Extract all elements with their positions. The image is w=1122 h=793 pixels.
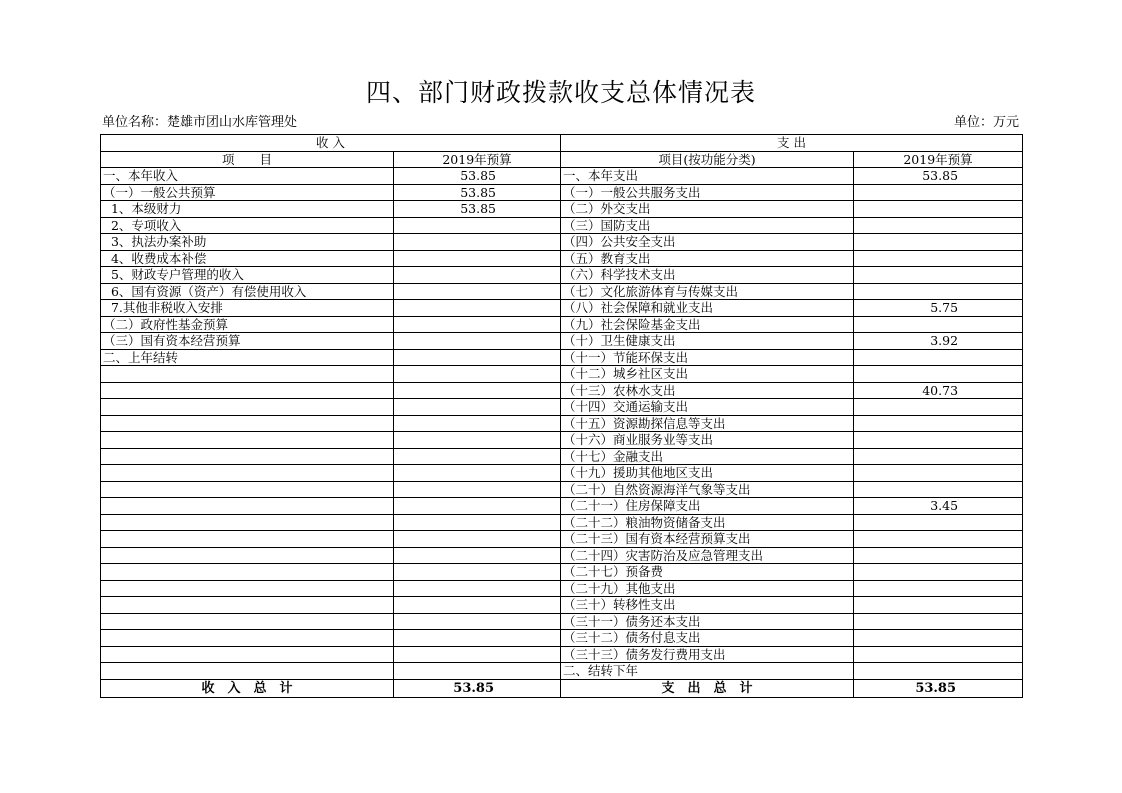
table-row: [101, 217, 1023, 234]
income-item-header: 项 目: [101, 151, 394, 168]
income-item-cell: [101, 366, 394, 383]
expense-budget-cell: [854, 646, 1023, 663]
expense-item-cell: （一）一般公共服务支出: [561, 184, 854, 201]
income-item-cell: 3、执法办案补助: [101, 234, 394, 251]
income-item-cell: [101, 514, 394, 531]
income-budget-cell: [394, 531, 561, 548]
income-budget-cell: [394, 646, 561, 663]
income-item-cell: 7.其他非税收入安排: [101, 300, 394, 317]
expense-budget-cell: [854, 432, 1023, 449]
income-budget-cell: [394, 316, 561, 333]
table-row: [101, 531, 1023, 548]
expense-budget-cell: [854, 267, 1023, 284]
expense-item-cell: （二十九）其他支出: [561, 580, 854, 597]
expense-budget-cell: [854, 613, 1023, 630]
expense-item-cell: （十四）交通运输支出: [561, 399, 854, 416]
income-budget-cell: [394, 217, 561, 234]
expense-item-cell: （二十三）国有资本经营预算支出: [561, 531, 854, 548]
income-item-cell: [101, 597, 394, 614]
expense-item-cell: （十二）城乡社区支出: [561, 366, 854, 383]
income-item-cell: 6、国有资源（资产）有偿使用收入: [101, 283, 394, 300]
table-row: [101, 316, 1023, 333]
expense-item-cell: （八）社会保障和就业支出: [561, 300, 854, 317]
income-budget-cell: [394, 498, 561, 515]
income-budget-cell: [394, 514, 561, 531]
expense-budget-header: 2019年预算: [854, 151, 1023, 168]
expense-item-cell: 二、结转下年: [561, 663, 854, 680]
income-item-cell: [101, 547, 394, 564]
expense-item-cell: （十一）节能环保支出: [561, 349, 854, 366]
income-budget-cell: [394, 597, 561, 614]
expense-item-cell: （二十七）预备费: [561, 564, 854, 581]
income-item-cell: [101, 564, 394, 581]
total-row: [101, 679, 1023, 697]
expense-budget-cell: [854, 597, 1023, 614]
table-row: [101, 498, 1023, 515]
section-header-row: [101, 135, 1023, 152]
expense-total-label: 支 出 总 计: [561, 679, 854, 697]
table-row: [101, 234, 1023, 251]
unit-name: 单位名称：楚雄市团山水库管理处: [102, 115, 298, 130]
income-item-cell: （一）一般公共预算: [101, 184, 394, 201]
table-row: [101, 168, 1023, 185]
table-row: [101, 613, 1023, 630]
income-budget-cell: 53.85: [394, 201, 561, 218]
income-item-cell: 1、本级财力: [101, 201, 394, 218]
table-row: [101, 267, 1023, 284]
income-item-cell: （二）政府性基金预算: [101, 316, 394, 333]
expense-budget-cell: 3.92: [854, 333, 1023, 350]
income-item-cell: 4、收费成本补偿: [101, 250, 394, 267]
expense-item-header: 项目(按功能分类): [561, 151, 854, 168]
income-budget-cell: [394, 630, 561, 647]
table-row: [101, 300, 1023, 317]
income-item-cell: [101, 432, 394, 449]
income-budget-cell: [394, 283, 561, 300]
table-row: [101, 382, 1023, 399]
expense-budget-cell: [854, 481, 1023, 498]
expense-item-cell: （三十三）债务发行费用支出: [561, 646, 854, 663]
table-row: [101, 597, 1023, 614]
expense-item-cell: （十九）援助其他地区支出: [561, 465, 854, 482]
expense-item-cell: （七）文化旅游体育与传媒支出: [561, 283, 854, 300]
expense-item-cell: （二）外交支出: [561, 201, 854, 218]
expense-budget-cell: [854, 564, 1023, 581]
expense-item-cell: （三十二）债务付息支出: [561, 630, 854, 647]
income-item-cell: 一、本年收入: [101, 168, 394, 185]
income-item-cell: [101, 580, 394, 597]
table-row: [101, 514, 1023, 531]
expense-budget-cell: [854, 184, 1023, 201]
income-budget-cell: [394, 333, 561, 350]
expense-item-cell: （三十一）债务还本支出: [561, 613, 854, 630]
table-row: [101, 399, 1023, 416]
income-item-cell: 二、上年结转: [101, 349, 394, 366]
income-item-cell: [101, 531, 394, 548]
expense-budget-cell: [854, 217, 1023, 234]
expense-budget-cell: [854, 514, 1023, 531]
expense-budget-cell: [854, 630, 1023, 647]
expense-section-header: 支 出: [561, 135, 1023, 152]
income-budget-cell: 53.85: [394, 184, 561, 201]
table-row: [101, 481, 1023, 498]
expense-total-value: 53.85: [854, 679, 1023, 697]
income-item-cell: 2、专项收入: [101, 217, 394, 234]
budget-table: [100, 134, 1023, 698]
income-item-cell: （三）国有资本经营预算: [101, 333, 394, 350]
income-budget-header: 2019年预算: [394, 151, 561, 168]
income-budget-cell: [394, 234, 561, 251]
income-budget-cell: [394, 382, 561, 399]
page-title: 四、部门财政拨款收支总体情况表: [365, 78, 756, 107]
table-row: [101, 432, 1023, 449]
expense-budget-cell: [854, 547, 1023, 564]
table-row: [101, 366, 1023, 383]
expense-item-cell: （九）社会保险基金支出: [561, 316, 854, 333]
expense-item-cell: （二十一）住房保障支出: [561, 498, 854, 515]
table-row: [101, 333, 1023, 350]
table-row: [101, 415, 1023, 432]
income-budget-cell: [394, 564, 561, 581]
table-row: [101, 465, 1023, 482]
income-item-cell: 5、财政专户管理的收入: [101, 267, 394, 284]
expense-item-cell: （二十二）粮油物资储备支出: [561, 514, 854, 531]
income-budget-cell: [394, 448, 561, 465]
table-row: [101, 349, 1023, 366]
expense-budget-cell: [854, 316, 1023, 333]
table-row: [101, 564, 1023, 581]
income-item-cell: [101, 630, 394, 647]
table-row: [101, 630, 1023, 647]
expense-budget-cell: 53.85: [854, 168, 1023, 185]
expense-item-cell: （十六）商业服务业等支出: [561, 432, 854, 449]
expense-budget-cell: [854, 283, 1023, 300]
expense-budget-cell: 5.75: [854, 300, 1023, 317]
expense-budget-cell: [854, 201, 1023, 218]
income-budget-cell: [394, 250, 561, 267]
expense-budget-cell: [854, 349, 1023, 366]
income-budget-cell: [394, 366, 561, 383]
column-header-row: [101, 151, 1023, 168]
income-budget-cell: [394, 399, 561, 416]
income-budget-cell: [394, 415, 561, 432]
income-budget-cell: [394, 300, 561, 317]
expense-budget-cell: [854, 399, 1023, 416]
income-budget-cell: [394, 432, 561, 449]
expense-item-cell: 一、本年支出: [561, 168, 854, 185]
expense-budget-cell: [854, 415, 1023, 432]
expense-budget-cell: [854, 366, 1023, 383]
income-budget-cell: [394, 349, 561, 366]
expense-item-cell: （四）公共安全支出: [561, 234, 854, 251]
expense-item-cell: （十五）资源勘探信息等支出: [561, 415, 854, 432]
expense-item-cell: （三）国防支出: [561, 217, 854, 234]
expense-budget-cell: [854, 234, 1023, 251]
table-row: [101, 448, 1023, 465]
income-budget-cell: [394, 267, 561, 284]
table-row: [101, 646, 1023, 663]
table-row: [101, 663, 1023, 680]
expense-item-cell: （三十）转移性支出: [561, 597, 854, 614]
expense-item-cell: （十七）金融支出: [561, 448, 854, 465]
income-item-cell: [101, 399, 394, 416]
income-budget-cell: [394, 547, 561, 564]
income-item-cell: [101, 663, 394, 680]
income-item-cell: [101, 465, 394, 482]
expense-budget-cell: [854, 531, 1023, 548]
unit-label: 单位：万元: [953, 115, 1019, 130]
income-item-cell: [101, 498, 394, 515]
income-item-cell: [101, 415, 394, 432]
expense-item-cell: （五）教育支出: [561, 250, 854, 267]
expense-item-cell: （二十）自然资源海洋气象等支出: [561, 481, 854, 498]
income-budget-cell: 53.85: [394, 168, 561, 185]
income-item-cell: [101, 382, 394, 399]
expense-budget-cell: 40.73: [854, 382, 1023, 399]
table-row: [101, 547, 1023, 564]
expense-item-cell: （十三）农林水支出: [561, 382, 854, 399]
expense-budget-cell: [854, 465, 1023, 482]
expense-item-cell: （二十四）灾害防治及应急管理支出: [561, 547, 854, 564]
income-item-cell: [101, 448, 394, 465]
expense-budget-cell: [854, 448, 1023, 465]
income-budget-cell: [394, 613, 561, 630]
expense-budget-cell: 3.45: [854, 498, 1023, 515]
expense-budget-cell: [854, 250, 1023, 267]
table-row: [101, 283, 1023, 300]
income-total-label: 收 入 总 计: [101, 679, 394, 697]
income-budget-cell: [394, 580, 561, 597]
income-item-cell: [101, 613, 394, 630]
income-item-cell: [101, 481, 394, 498]
table-row: [101, 201, 1023, 218]
income-budget-cell: [394, 465, 561, 482]
income-budget-cell: [394, 481, 561, 498]
income-budget-cell: [394, 663, 561, 680]
table-row: [101, 184, 1023, 201]
expense-item-cell: （十）卫生健康支出: [561, 333, 854, 350]
expense-budget-cell: [854, 580, 1023, 597]
expense-item-cell: （六）科学技术支出: [561, 267, 854, 284]
income-section-header: 收 入: [101, 135, 561, 152]
table-row: [101, 250, 1023, 267]
table-row: [101, 580, 1023, 597]
income-item-cell: [101, 646, 394, 663]
income-total-value: 53.85: [394, 679, 561, 697]
expense-budget-cell: [854, 663, 1023, 680]
